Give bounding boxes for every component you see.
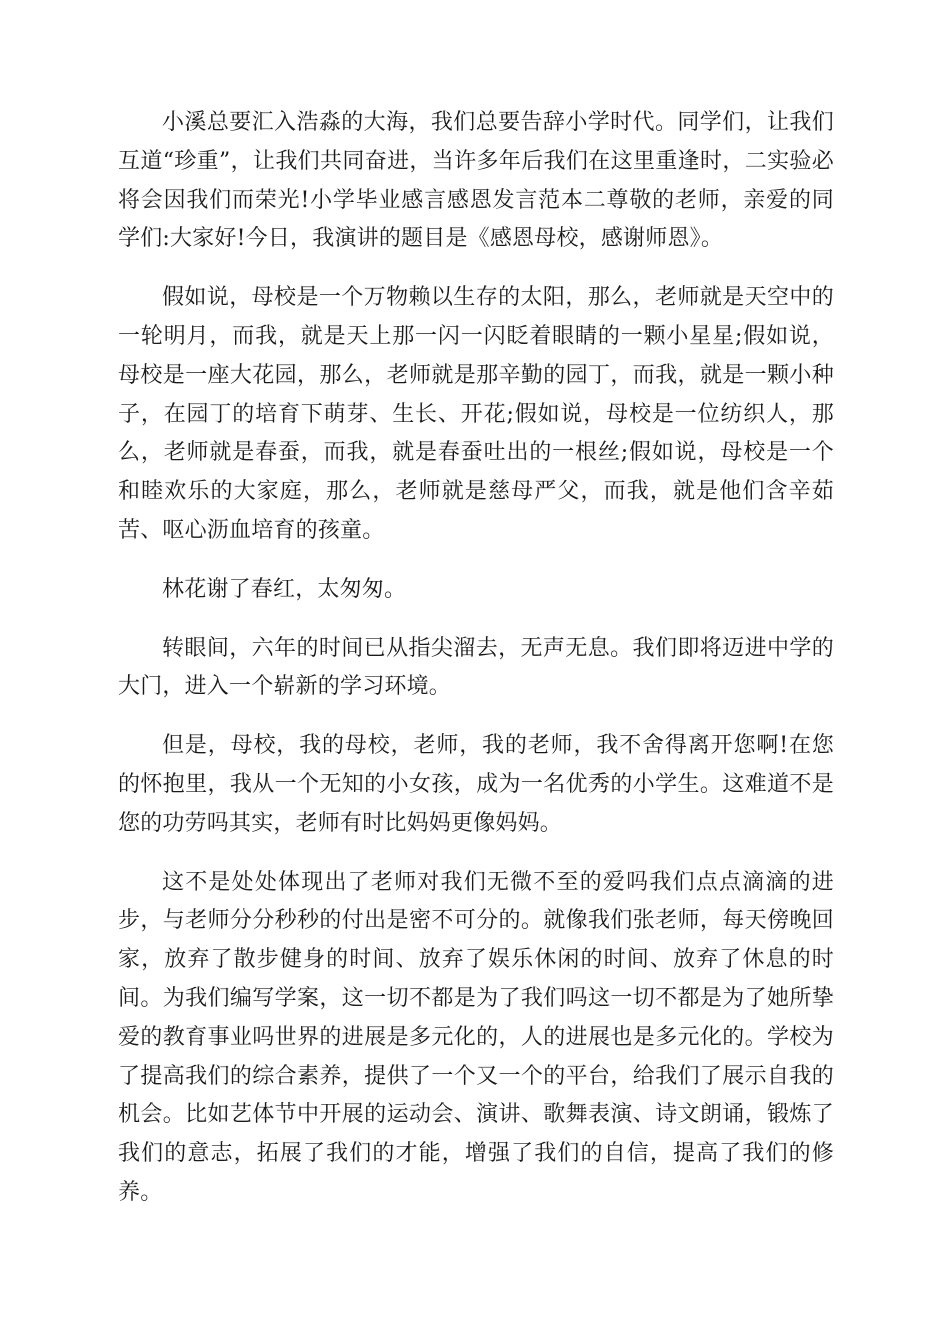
document-page (118, 104, 834, 1213)
paragraph-2: 假如说，母校是一个万物赖以生存的太阳，那么，老师就是天空中的一轮明月，而我，就是天上那一闪一闪眨着眼睛的一颗小星星;假如说，母校是一座大花园，那么，老师就是那辛勤的园丁，而我，就是一颗小种子，在园丁的培育下萌芽、生长、开花;假如说，母校是一位纺织人，那么，老师就是春蚕，而我，就是春蚕吐出的一根丝;假如说，母校是一个和睦欢乐的大家庭，那么，老师就是慈母严父，而我，就是他们含辛茹苦、呕心沥血培育的孩童。 (118, 285, 834, 543)
paragraph-3: 林花谢了春红，太匆匆。 (162, 576, 407, 602)
paragraph-1: 小溪总要汇入浩淼的大海，我们总要告辞小学时代。同学们，让我们互道“珍重”，让我们共同奋进，当许多年后我们在这里重逢时，二实验必将会因我们而荣光!小学毕业感言感恩发言范本二尊敬的老师，亲爱的同学们:大家好!今日，我演讲的题目是《感恩母校，感谢师恩》。 (118, 110, 834, 252)
paragraph-6: 这不是处处体现出了老师对我们无微不至的爱吗我们点点滴滴的进步，与老师分分秒秒的付出是密不可分的。就像我们张老师，每天傍晚回家，放弃了散步健身的时间、放弃了娱乐休闲的时间、放弃了休息的时间。为我们编写学案，这一切不都是为了我们吗这一切不都是为了她所挚爱的教育事业吗世界的进展是多元化的，人的进展也是多元化的。学校为了提高我们的综合素养，提供了一个又一个的平台，给我们了展示自我的机会。比如艺体节中开展的运动会、演讲、歌舞表演、诗文朗诵，锻炼了我们的意志，拓展了我们的才能，增强了我们的自信，提高了我们的修养。 (118, 869, 834, 1205)
paragraph-5: 但是，母校，我的母校，老师，我的老师，我不舍得离开您啊!在您的怀抱里，我从一个无知的小女孩，成为一名优秀的小学生。这难道不是您的功劳吗其实，老师有时比妈妈更像妈妈。 (118, 733, 834, 836)
paragraph-4: 转眼间，六年的时间已从指尖溜去，无声无息。我们即将迈进中学的大门，进入一个崭新的学习环境。 (118, 635, 834, 700)
